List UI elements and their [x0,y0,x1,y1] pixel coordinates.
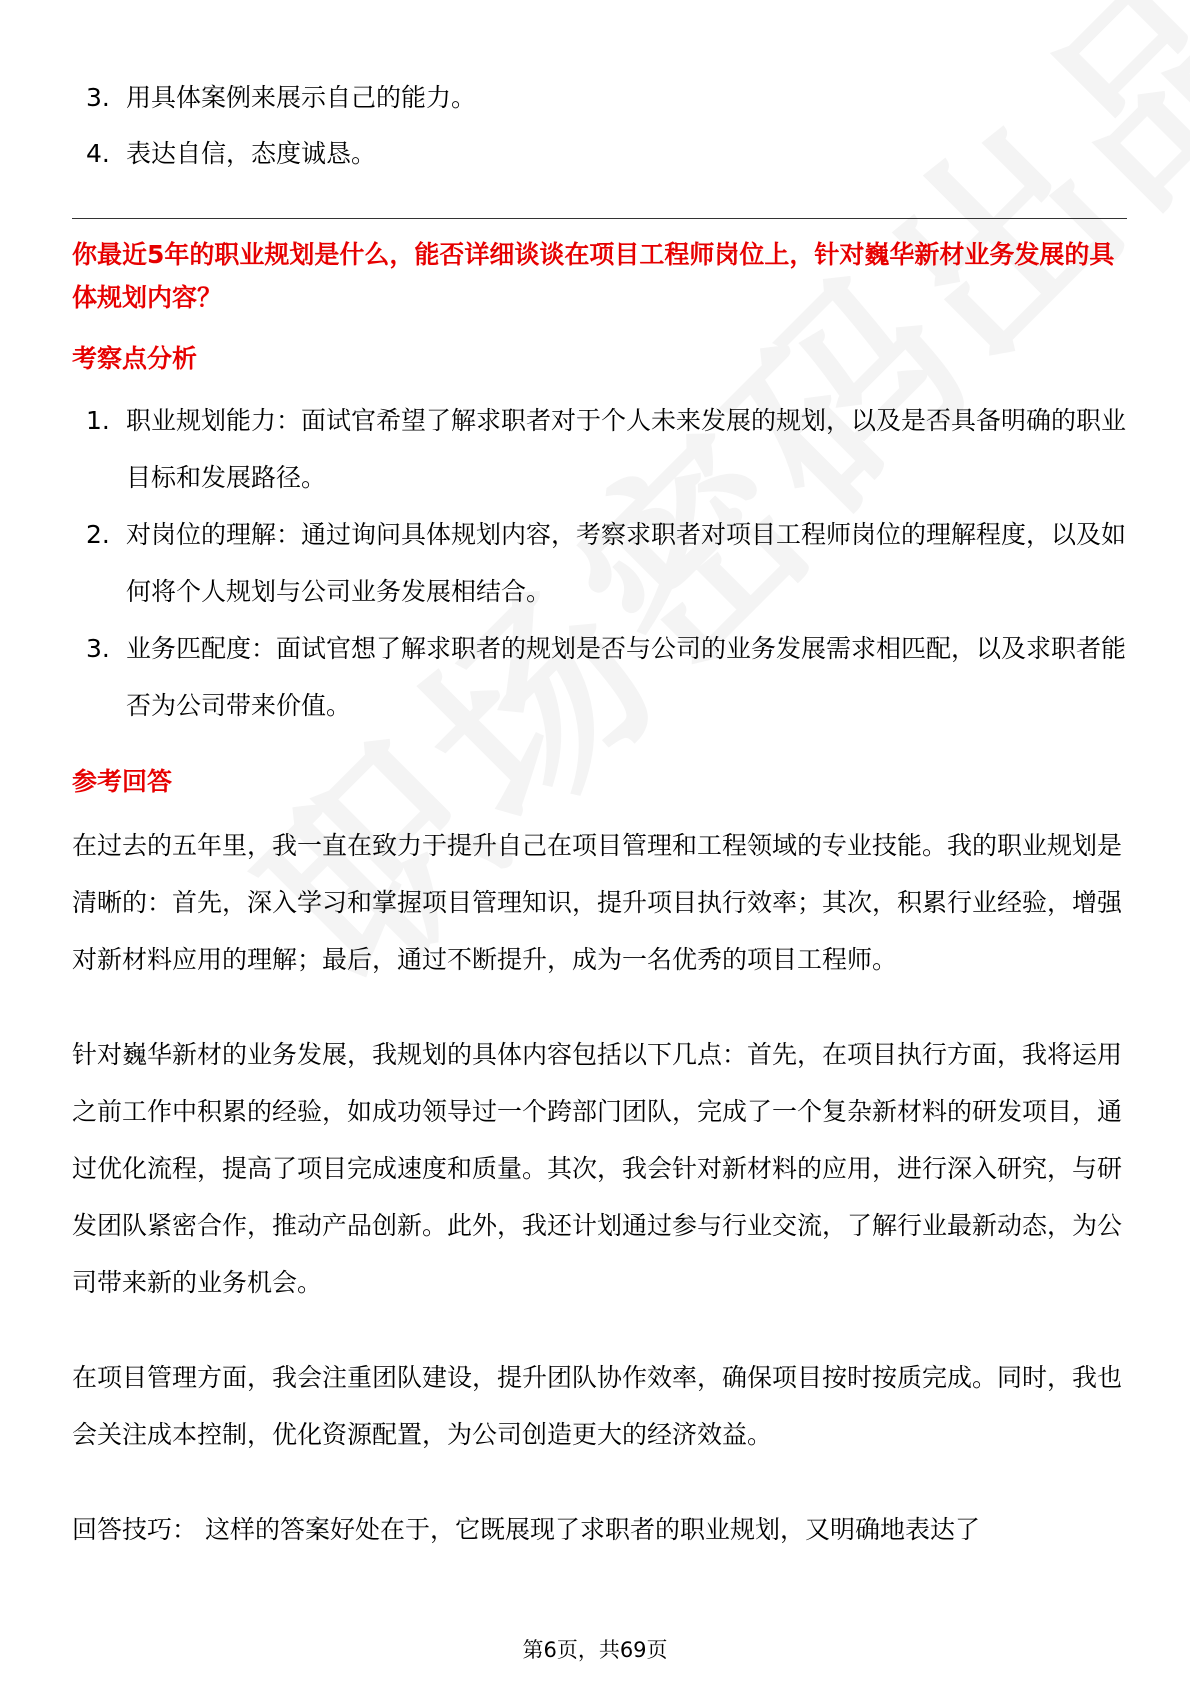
paragraph-gap [72,1311,1127,1349]
answer-tips-paragraph: 回答技巧： 这样的答案好处在于，它既展现了求职者的职业规划，又明确地表达了 [72,1515,980,1544]
page-number: 第6页，共69页 [522,1638,668,1662]
list-item [72,126,1127,182]
answer-paragraph: 在过去的五年里，我一直在致力于提升自己在项目管理和工程领域的专业技能。我的职业规划是清晰的：首先，深入学习和掌握项目管理知识，提升项目执行效率；其次，积累行业经验，增强对新材料应用的理解；最后，通过不断提升，成为一名优秀的项目工程师。 [72,831,1123,974]
tips-list [72,70,1127,182]
list-item-text: 业务匹配度：面试官想了解求职者的规划是否与公司的业务发展需求相匹配，以及求职者能否为公司带来价值。 [126,634,1127,720]
list-item [72,70,1127,126]
list-item-text: 表达自信，态度诚恳。 [126,139,377,168]
list-item-text: 对岗位的理解：通过询问具体规划内容，考察求职者对项目工程师岗位的理解程度，以及如何将个人规划与公司业务发展相结合。 [126,520,1127,606]
paragraph-gap [72,1463,1127,1501]
analysis-heading: 考察点分析 [72,344,198,373]
paragraph-gap [72,988,1127,1026]
list-item [72,392,1127,506]
page-content [72,70,1127,1558]
answer-heading: 参考回答 [72,767,173,796]
list-item-number: 1. [86,406,110,435]
list-item-number: 3. [86,83,110,112]
list-item-number: 2. [86,520,110,549]
list-item [72,506,1127,620]
analysis-list [72,392,1127,734]
list-item-text: 职业规划能力：面试官希望了解求职者对于个人未来发展的规划，以及是否具备明确的职业目标和发展路径。 [126,406,1127,492]
section-divider [72,218,1127,219]
answer-paragraph: 针对巍华新材的业务发展，我规划的具体内容包括以下几点：首先，在项目执行方面，我将运用之前工作中积累的经验，如成功领导过一个跨部门团队，完成了一个复杂新材料的研发项目，通过优化流程，提高了项目完成速度和质量。其次，我会针对新材料的应用，进行深入研究，与研发团队紧密合作，推动产品创新。此外，我还计划通过参与行业交流，了解行业最新动态，为公司带来新的业务机会。 [72,1040,1123,1297]
list-item-text: 用具体案例来展示自己的能力。 [126,83,477,112]
answer-paragraph: 在项目管理方面，我会注重团队建设，提升团队协作效率，确保项目按时按质完成。同时，我也会关注成本控制，优化资源配置，为公司创造更大的经济效益。 [72,1363,1123,1449]
list-item-number: 4. [86,139,110,168]
list-item [72,620,1127,734]
interview-question: 你最近5年的职业规划是什么，能否详细谈谈在项目工程师岗位上，针对巍华新材业务发展的具体规划内容？ [72,240,1115,312]
list-item-number: 3. [86,634,110,663]
